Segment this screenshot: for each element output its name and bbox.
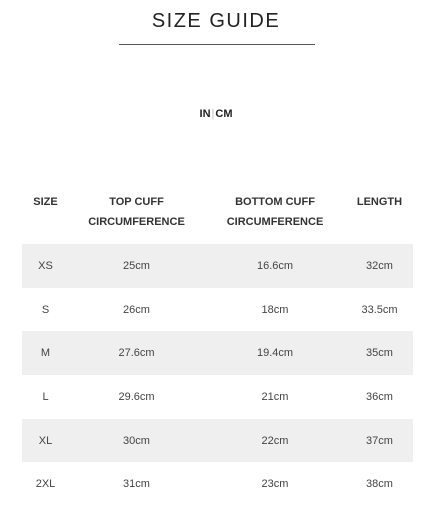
column-header-top-cuff (69, 180, 204, 244)
cell-bottom-cuff: 22cm (204, 419, 346, 463)
size-table (22, 180, 413, 506)
column-header-line: CIRCUMFERENCE (226, 216, 324, 228)
cell-bottom-cuff: 18cm (261, 303, 289, 316)
cell-length: 35cm (346, 331, 413, 375)
cell-top-cuff: 31cm (123, 478, 150, 491)
cell-bottom-cuff: 21cm (261, 390, 289, 403)
cell-bottom-cuff: 19.4cm (204, 331, 346, 375)
title-underline (119, 44, 315, 45)
table-row (22, 244, 413, 288)
table-row (22, 288, 413, 332)
cell-size: M (22, 331, 69, 375)
column-header-bottom-cuff (204, 180, 346, 244)
cell-top-cuff: 25cm (69, 244, 204, 288)
page-title: SIZE GUIDE (151, 10, 281, 32)
table-row (22, 375, 413, 419)
unit-cm-toggle[interactable]: CM (215, 108, 233, 120)
cell-size: L (42, 390, 49, 403)
cell-length: 32cm (346, 244, 413, 288)
cell-top-cuff: 27.6cm (69, 331, 204, 375)
cell-size: XL (22, 419, 69, 463)
column-header-line: TOP CUFF (109, 196, 164, 208)
table-row (22, 331, 413, 375)
cell-length: 36cm (366, 390, 393, 403)
cell-bottom-cuff: 23cm (261, 478, 289, 491)
cell-size: 2XL (35, 478, 56, 491)
cell-size: S (41, 303, 50, 316)
cell-top-cuff: 29.6cm (118, 390, 155, 403)
unit-toggle (0, 108, 432, 120)
unit-inches-toggle[interactable]: IN (199, 108, 211, 120)
cell-size: XS (22, 244, 69, 288)
column-header-line: CIRCUMFERENCE (88, 216, 185, 228)
cell-length: 33.5cm (361, 303, 398, 316)
column-header-line: SIZE (33, 196, 58, 208)
cell-bottom-cuff: 16.6cm (204, 244, 346, 288)
table-row (22, 462, 413, 506)
cell-top-cuff: 30cm (69, 419, 204, 463)
unit-separator: | (211, 108, 215, 120)
cell-length: 37cm (346, 419, 413, 463)
table-row (22, 419, 413, 463)
cell-length: 38cm (366, 478, 393, 491)
column-header-size (22, 180, 69, 244)
cell-top-cuff: 26cm (123, 303, 150, 316)
column-header-line: LENGTH (356, 196, 403, 208)
column-header-line: BOTTOM CUFF (235, 196, 315, 208)
table-header-row (22, 180, 413, 244)
column-header-length (346, 180, 413, 244)
